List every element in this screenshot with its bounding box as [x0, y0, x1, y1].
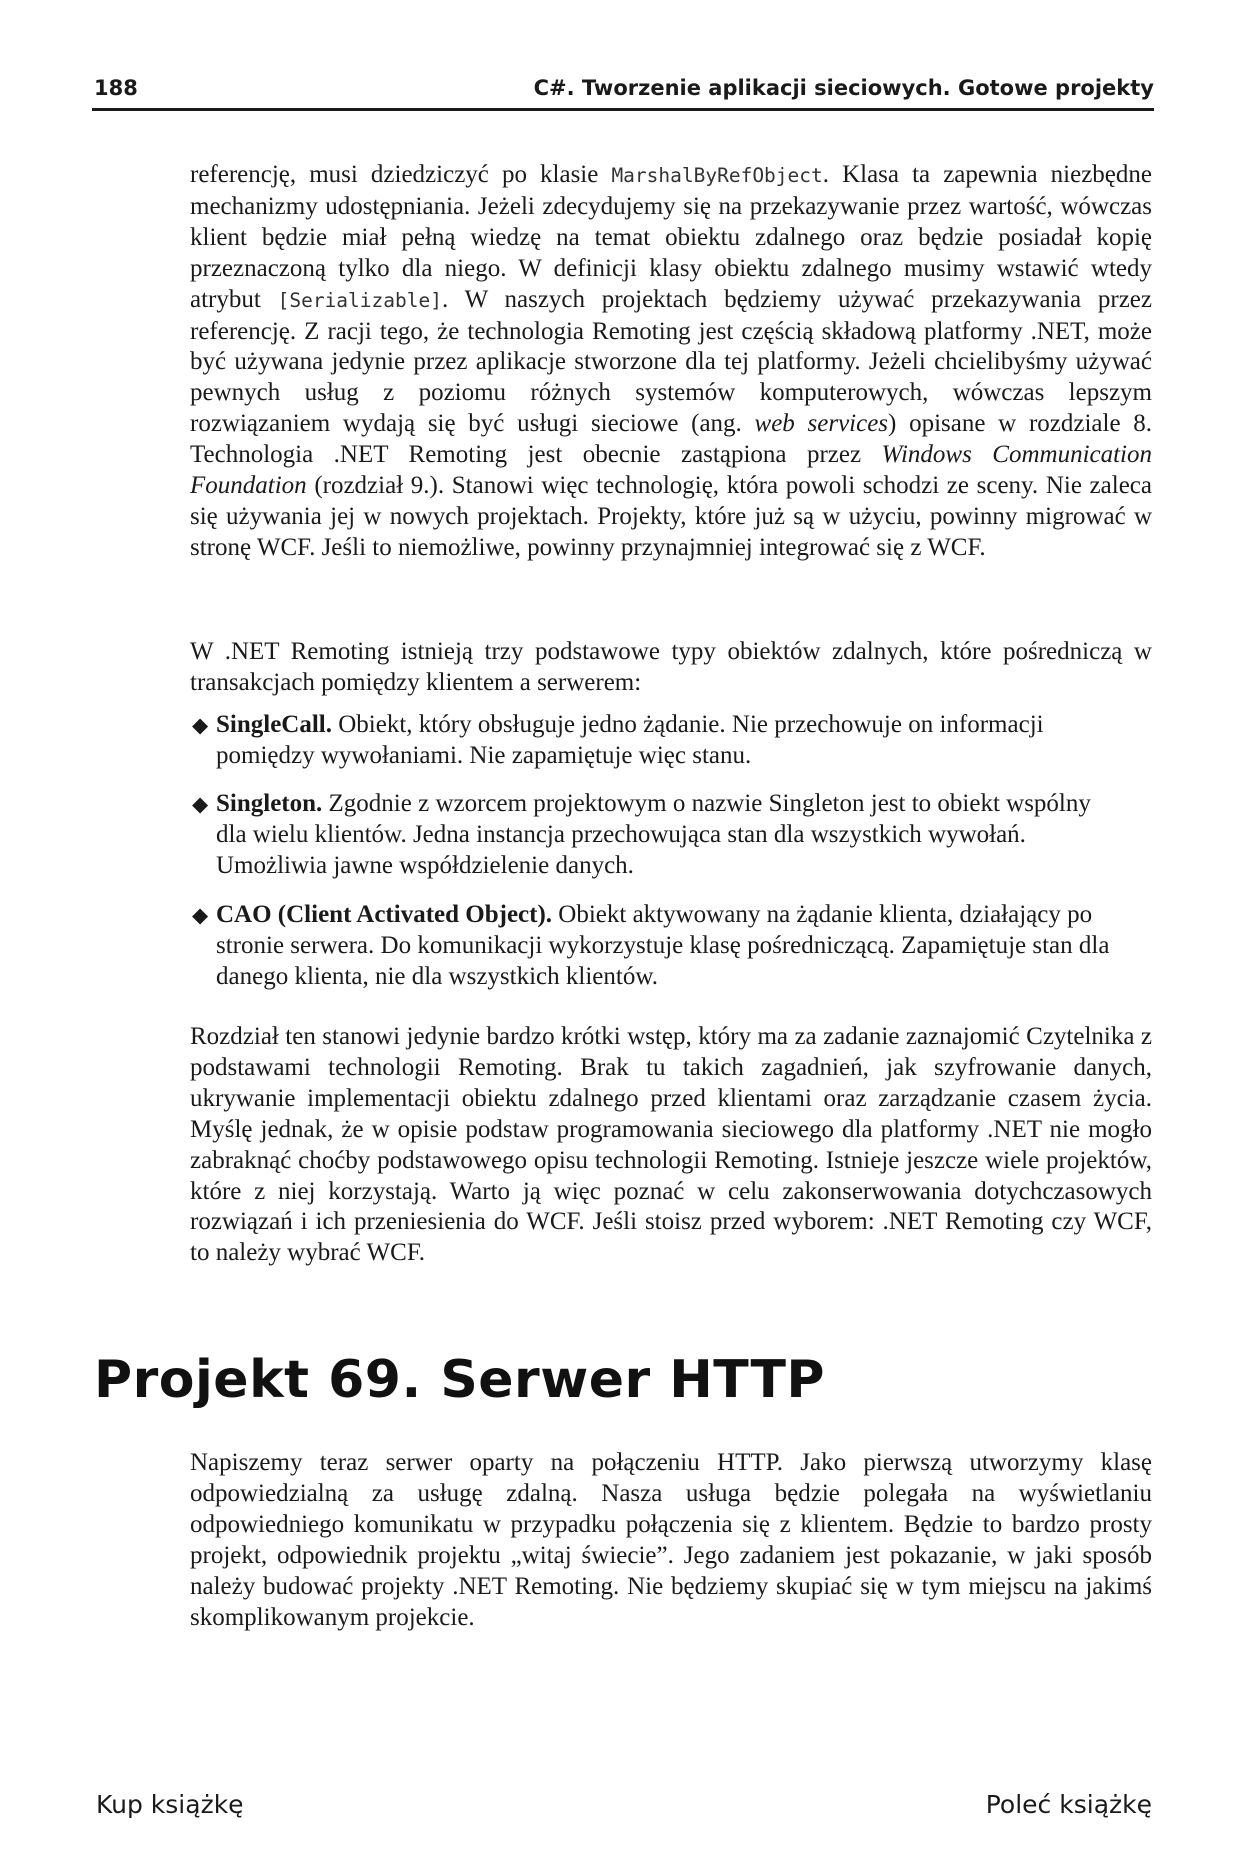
text-segment: referencję, musi dziedziczyć po klasie [190, 161, 612, 188]
paragraph-remoting-intro [190, 160, 1152, 564]
diamond-bullet-icon: ◆ [192, 792, 209, 816]
list-item-term: Singleton. [216, 790, 323, 817]
book-title: C#. Tworzenie aplikacji sieciowych. Gotowe projekty [533, 76, 1154, 100]
paragraph-http-server [190, 1448, 1152, 1633]
list-item-text: Obiekt, który obsługuje jedno żądanie. Nie przechowuje on informacji pomiędzy wywołaniami. Nie zapamiętuje więc stanu. [216, 711, 1044, 769]
code-marshal-by-ref-object: MarshalByRefObject [611, 164, 823, 187]
text-segment: . Klasa ta zapewnia niezbędne mechanizmy udostępniania. Jeżeli zdecydujemy się na przekazywanie przez wartość, wówczas klient będzie miał pełną wiedzę na temat obiektu zdalnego oraz będzie posiadał kopię przeznaczoną tylko dla niego. W definicji klasy obiektu zdalnego musimy wstawić wtedy atrybut [190, 161, 1152, 313]
paragraph-chapter-summary [190, 1022, 1152, 1269]
paragraph-object-types-intro [190, 637, 1152, 699]
list-item-term: SingleCall. [216, 711, 332, 738]
term-wcf: Windows Communication Foundation [190, 441, 1153, 500]
recommend-book-link[interactable]: Poleć książkę [985, 1790, 1152, 1819]
term-web-services: web services [754, 410, 889, 438]
buy-book-link[interactable]: Kup książkę [96, 1790, 244, 1819]
list-item-text: Zgodnie z wzorcem projektowym o nazwie Singleton jest to obiekt wspólny dla wielu klientów. Jedna instancja przechowująca stan dla wszystkich wywołań. Umożliwia jawne współdzielenie danych. [216, 790, 1091, 879]
section-heading: Projekt 69. Serwer HTTP [94, 1350, 826, 1410]
list-item-text: Obiekt aktywowany na żądanie klienta, działający po stronie serwera. Do komunikacji wykorzystuje klasę pośredniczącą. Zapamiętuje stan dla danego klienta, nie dla wszystkich klientów. [216, 901, 1110, 990]
page-number: 188 [94, 76, 138, 100]
list-item-singleton [192, 789, 1116, 882]
diamond-bullet-icon: ◆ [192, 903, 209, 927]
text-segment: . W naszych projektach będziemy używać przekazywania przez referencję. Z racji tego, że technologia Remoting jest częścią składową platformy .NET, może być używana jedynie przez aplikacje stworzone dla tej platformy. Jeżeli chcielibyśmy używać pewnych usług z poziomu różnych systemów komputerowych, wówczas lepszym rozwiązaniem wydają się być usługi sieciowe (ang. [190, 285, 1152, 438]
text-segment: ) opisane w rozdziale 8. Technologia .NET Remoting jest obecnie zastąpiona przez [190, 410, 1153, 469]
paragraph-text: W .NET Remoting istnieją trzy podstawowe typy obiektów zdalnych, które pośredniczą w transakcjach pomiędzy klientem a serwerem: [190, 638, 1152, 696]
paragraph-text: Rozdział ten stanowi jedynie bardzo krótki wstęp, który ma za zadanie zaznajomić Czytelnika z podstawami technologii Remoting. Brak tu takich zagadnień, jak szyfrowanie danych, ukrywanie implementacji obiektu zdalnego przed klientami oraz zarządzanie czasem życia. Myślę jednak, że w opisie podstaw programowania sieciowego dla platformy .NET nie mogło zabraknąć choćby podstawowego opisu technologii Remoting. Istnieje jeszcze wiele projektów, które z niej korzystają. Warto ją więc poznać w celu zakonserwowania dotychczasowych rozwiązań i ich przeniesienia do WCF. Jeśli stoisz przed wyborem: .NET Remoting czy WCF, to należy wybrać WCF. [190, 1023, 1152, 1267]
list-item-singlecall [192, 710, 1116, 772]
paragraph-text: Napiszemy teraz serwer oparty na połączeniu HTTP. Jako pierwszą utworzymy klasę odpowiedzialną za usługę zdalną. Nasza usługa będzie polegała na wyświetlaniu odpowiedniego komunikatu w przypadku połączenia się z klientem. Będzie to bardzo prosty projekt, odpowiednik projektu „witaj świecie”. Jego zadaniem jest pokazanie, w jaki sposób należy budować projekty .NET Remoting. Nie będziemy skupiać się w tym miejscu na jakimś skomplikowanym projekcie. [190, 1449, 1152, 1631]
running-header [92, 74, 1154, 111]
text-segment: (rozdział 9.). Stanowi więc technologię, która powoli schodzi ze sceny. Nie zaleca się używania jej w nowych projektach. Projekty, które już są w użyciu, powinny migrować w stronę WCF. Jeśli to niemożliwe, powinny przynajmniej integrować się z WCF. [190, 472, 1152, 561]
list-item-term: CAO (Client Activated Object). [216, 901, 553, 928]
diamond-bullet-icon: ◆ [192, 713, 209, 737]
code-serializable: [Serializable] [277, 288, 442, 312]
list-item-cao [192, 900, 1116, 993]
